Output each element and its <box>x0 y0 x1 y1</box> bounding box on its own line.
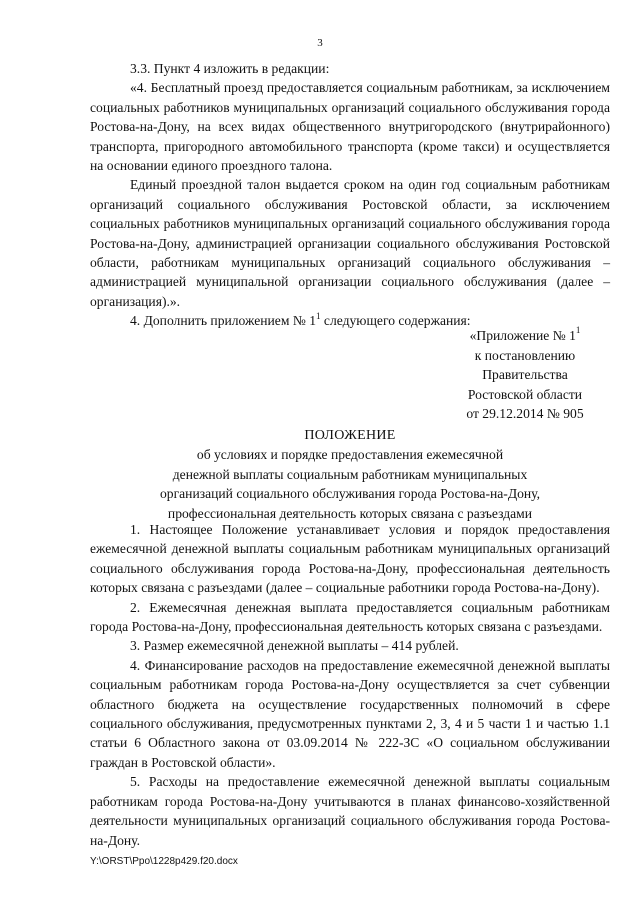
annex-line-5: от 29.12.2014 № 905 <box>466 406 584 422</box>
amendment-section <box>90 59 610 331</box>
annex-title: «Приложение № 1 <box>469 328 576 343</box>
regulation-title-line-4: профессиональная деятельность которых связана с разъездами <box>167 505 533 521</box>
amendment-p4-tail: следующего содержания: <box>320 313 471 329</box>
annex-line-4: Ростовской области <box>467 386 583 402</box>
amendment-p4-superscript: 1 <box>316 310 321 321</box>
regulation-point-5: 5. Расходы на предоставление ежемесячной денежной выплаты социальным работникам города Ростова-на-Дону учитываются в планах финансово-хозяйственной деятельности муниципальных организаций социального обслуживания города Ростова-на-Дону. <box>90 774 610 848</box>
regulation-title-line-3: организаций социального обслуживания города Ростова-на-Дону, <box>159 486 541 502</box>
regulation-title-line-1: об условиях и порядке предоставления ежемесячной <box>196 447 504 463</box>
amendment-paragraph-1: 3.3. Пункт 4 изложить в редакции: <box>130 61 330 76</box>
page-number: 3 <box>317 37 323 49</box>
regulation-title-line-2: денежной выплаты социальным работникам муниципальных <box>172 466 528 482</box>
annex-superscript: 1 <box>575 325 581 336</box>
amendment-p4-text: 4. Дополнить приложением № 1 <box>130 313 317 329</box>
regulation-points <box>90 520 610 850</box>
regulation-title-main: ПОЛОЖЕНИЕ <box>304 428 396 443</box>
annex-line-2: к постановлению <box>474 347 576 363</box>
regulation-point-4: 4. Финансирование расходов на предоставление ежемесячной денежной выплаты социальным работникам города Ростова-на-Дону осуществляется за счет субвенции областного бюджета на осуществление государственных полномочий в сфере социального обслуживания, предусмотренных пунктами 2, 3, 4 и 5 части 1 и частью 1.1 статьи 6 Областного закона от 03.09.2014 № 222-ЗС «О социальном обслуживании граждан в Ростовской области». <box>90 657 610 770</box>
annex-line-1 <box>440 326 610 346</box>
regulation-title <box>90 426 610 523</box>
file-path-footer: Y:\ORST\Ppo\1228p429.f20.docx <box>90 856 238 867</box>
regulation-point-1: 1. Настоящее Положение устанавливает условия и порядок предоставления ежемесячной денежной выплаты социальным работникам муниципальных организаций социального обслуживания города Ростова-на-Дону, профессиональная деятельность которых связана с разъездами (далее – социальные работники города Ростова-на-Дону). <box>90 522 610 596</box>
amendment-paragraph-3: Единый проездной талон выдается сроком на один год социальным работникам организаций социального обслуживания Ростовской области, за исключением социальных работников муниципальных организаций социального обслуживания города Ростова-на-Дону, администрацией организации социального обслуживания Ростовской области, работникам муниципальных организаций социального обслуживания – администрацией муниципальной организации социального обслуживания (далее – организация).». <box>90 177 610 309</box>
regulation-point-2: 2. Ежемесячная денежная выплата предоставляется социальным работникам города Ростова-на-Дону, профессиональная деятельность которых связана с разъездами. <box>90 599 610 635</box>
regulation-point-3: 3. Размер ежемесячной денежной выплаты – 414 рублей. <box>130 638 459 654</box>
amendment-paragraph-2: «4. Бесплатный проезд предоставляется социальным работникам, за исключением социальных работников муниципальных организаций социального обслуживания города Ростова-на-Дону, на всех видах общественного внутригородского (внутрирайонного) транспорта, пригородного автомобильного транспорта (кроме такси) и осуществляется на основании единого проездного талона. <box>90 80 610 174</box>
annex-header <box>440 326 610 424</box>
annex-line-3: Правительства <box>482 367 568 383</box>
